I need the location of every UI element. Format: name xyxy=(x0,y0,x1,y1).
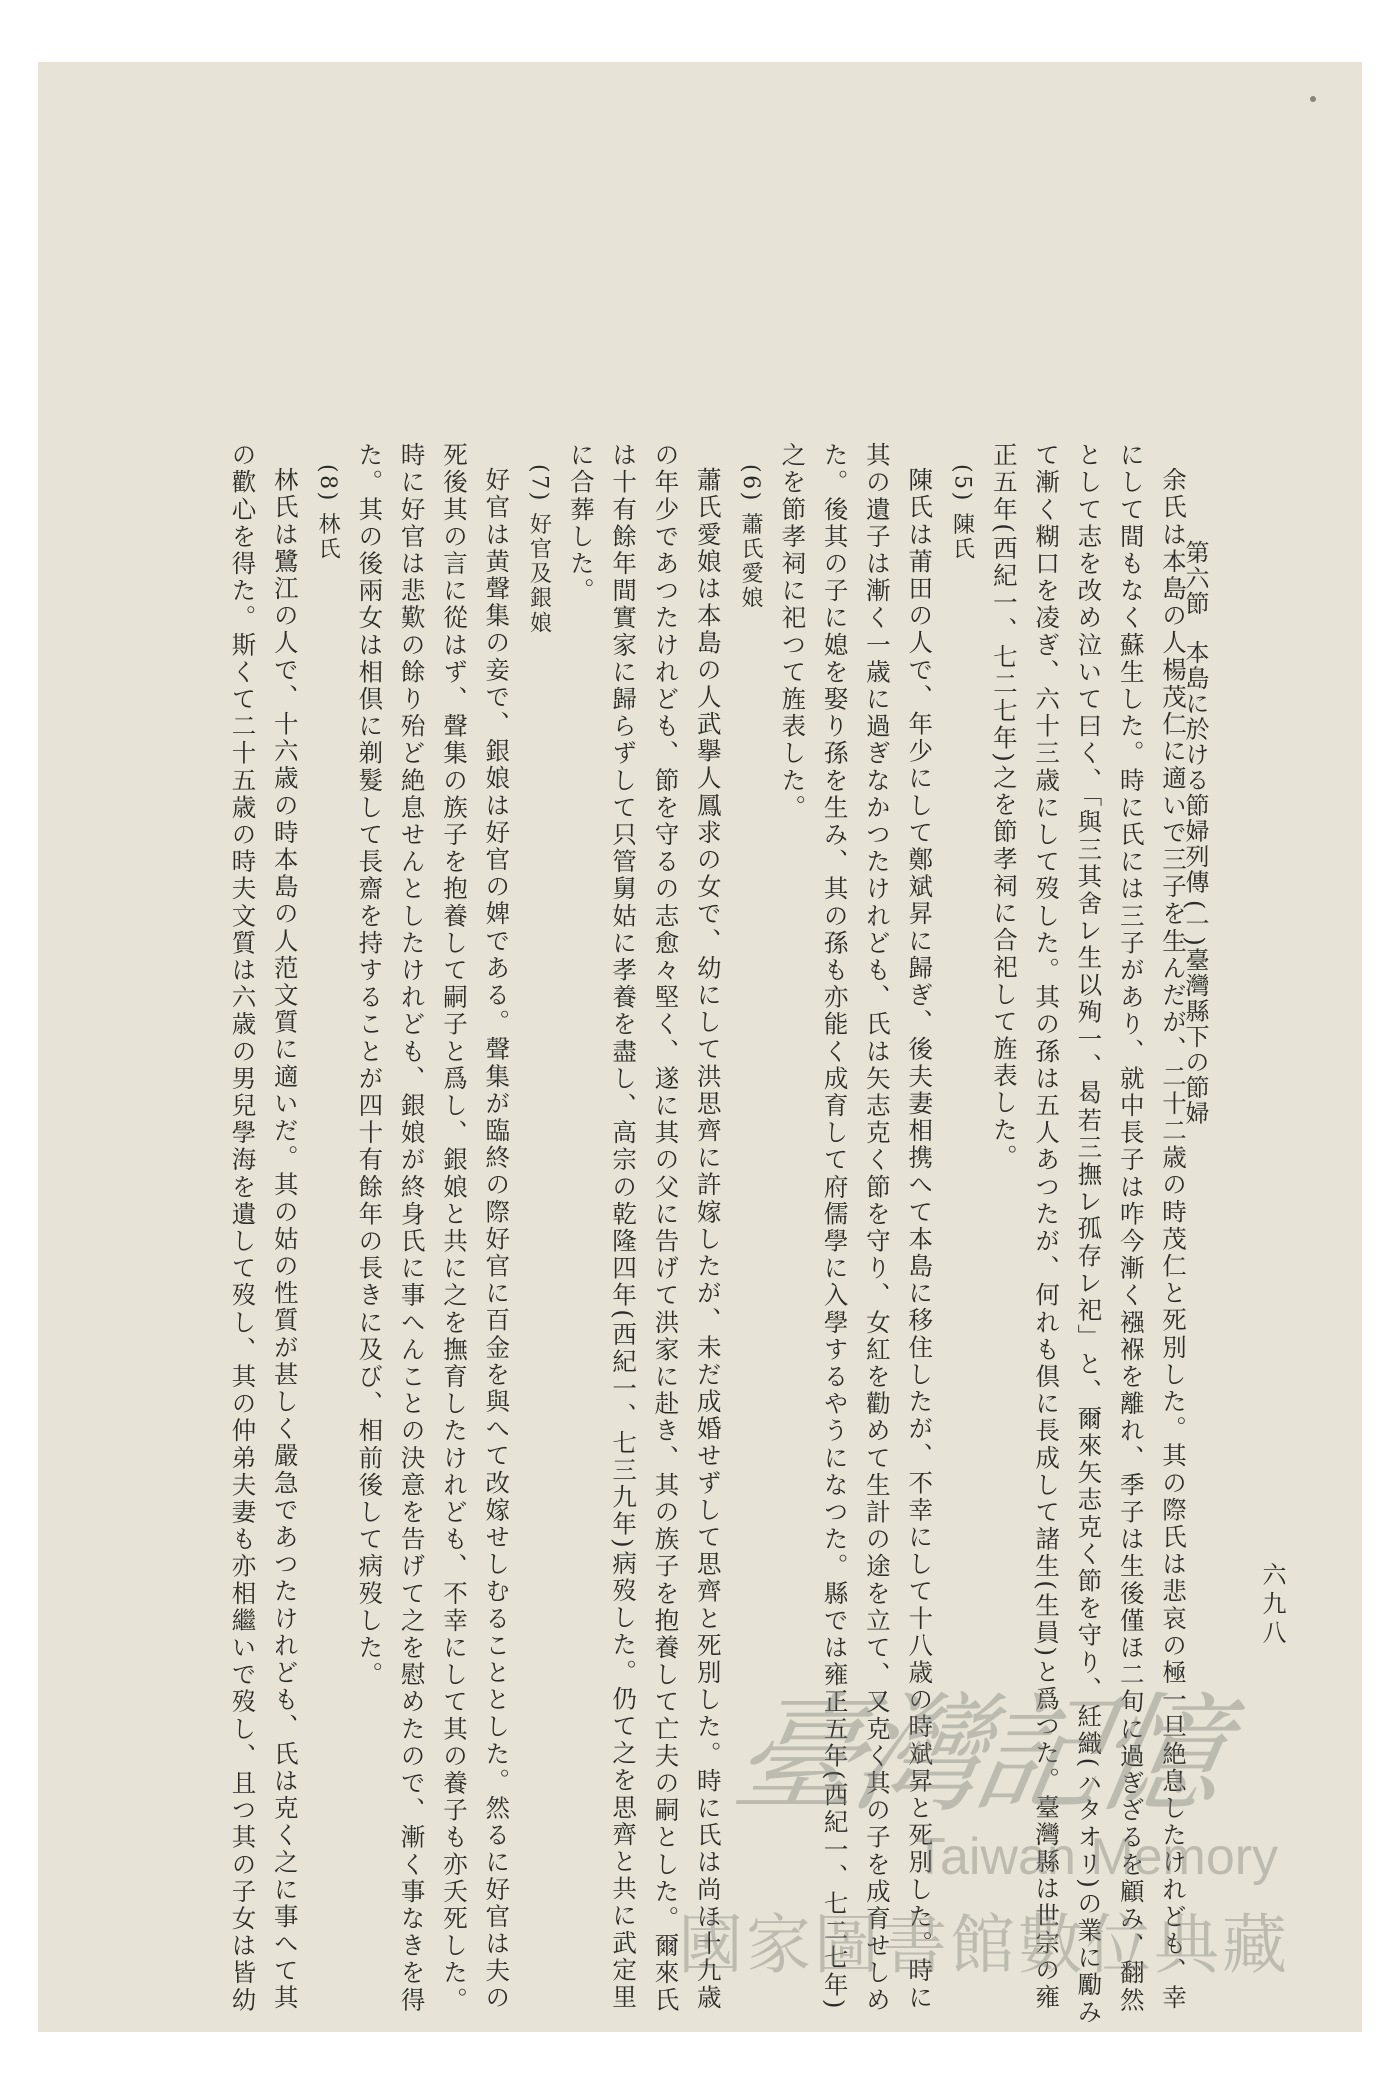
paragraph: 蕭氏愛娘は本島の人武擧人鳳求の女で、幼にして洪思齊に許嫁したが、未だ成婚せずして思齊と死別した。時に氏は尚ほ十九歳の年少であつたけれども、節を守るの志愈々堅く、遂に其の父に告げて洪家に赴き、其の族子を抱養して亡夫の嗣とした。爾來氏は十有餘年間實家に歸らずして只管舅姑に孝養を盡し、高宗の乾隆四年(西紀一、七三九年)病歿した。仍て之を思齊と共に武定里に合葬した。 xyxy=(566,442,723,2014)
page-number: 六九八 xyxy=(1258,1562,1286,1649)
watermark-script: 臺灣記憶 xyxy=(722,1681,1230,1830)
section-heading: (7) 好官及銀娘 xyxy=(526,464,552,636)
section-heading: (8) 林氏 xyxy=(315,464,341,562)
paragraph: 好官は黄聲集の妾で、銀娘は好官の婢である。聲集が臨終の際好官に百金を與へて改嫁せしむることとした。然るに好官は夫の死後其の言に從はず、聲集の族子を抱養して嗣子と爲し、銀娘と共に之を撫育したけれども、不幸にして其の養子も亦夭死した。時に好官は悲歎の餘り殆ど絶息せんとしたけれども、銀娘が終身氏に事へんことの決意を告げて之を慰めたので、漸く事なきを得た。其の後兩女は相倶に剃髮して長齋を持することが四十有餘年の長きに及び、相前後して病歿した。 xyxy=(355,442,512,2014)
paragraph: 余氏は本島の人楊茂仁に適いで三子を生んだが、二十二歳の時茂仁と死別した。其の際氏は悲哀の極一旦絶息したけれども、幸にして間もなく蘇生した。時に氏には三子があり、就中長子は咋今漸く襁褓を離れ、季子は生後僅ほ二旬に過ぎざるを顧み、翻然として志を改め泣いて曰く、「與三其舍レ生以殉一、曷若三撫レ孤存レ祀」と、爾來矢志克く節を守り、紝織(ハタオリ)の業に勵みて漸く糊口を凌ぎ、六十三歳にして歿した。其の孫は五人あつたが、何れも倶に長成して諸生(生員)と爲つた。臺灣縣は世宗の雍正五年(西紀一、七二七年)之を節孝祠に合祀して旌表した。 xyxy=(989,442,1188,2026)
page-header-section: 第六節 xyxy=(1181,540,1209,617)
body-text xyxy=(138,442,1194,2032)
page-header-subtitle: (一)臺灣縣下の節婦 xyxy=(1181,900,1209,1126)
scanned-page xyxy=(38,62,1362,2032)
watermark-english: Taiwan Memory xyxy=(914,1828,1279,1886)
section-heading: (6) 蕭氏愛娘 xyxy=(738,464,764,611)
watermark-chinese: 國家圖書館數位典藏 xyxy=(678,1908,1291,1983)
paragraph: 陳氏は莆田の人で、年少にして鄭斌昇に歸ぎ、後夫妻相携へて本島に移住したが、不幸にして十八歳の時斌昇と死別した。時に其の遺子は漸く一歳に過ぎなかつたけれども、氏は矢志克く節を守り、女紅を勸めて生計の途を立て、又克く其の子を成育せしめた。後其の子に媳を娶り孫を生み、其の孫も亦能く成育して府儒學に入學するやうになつた。縣では雍正五年(西紀一、七二七年)之を節孝祠に祀つて旌表した。 xyxy=(778,442,935,2014)
page-header-title: 本島に於ける節婦列傳 xyxy=(1181,640,1209,895)
section-heading: (5) 陳氏 xyxy=(949,464,975,562)
paragraph: 林氏は鷺江の人で、十六歳の時本島の人范文質に適いだ。其の姑の性質が甚しく嚴急であつたけれども、氏は克く之に事へて其の歡心を得た。斯くて二十五歳の時夫文質は六歳の男兒學海を遺して歿し、其の仲弟夫妻も亦相繼いで歿し、且つ其の子女は皆幼 xyxy=(228,442,300,2014)
